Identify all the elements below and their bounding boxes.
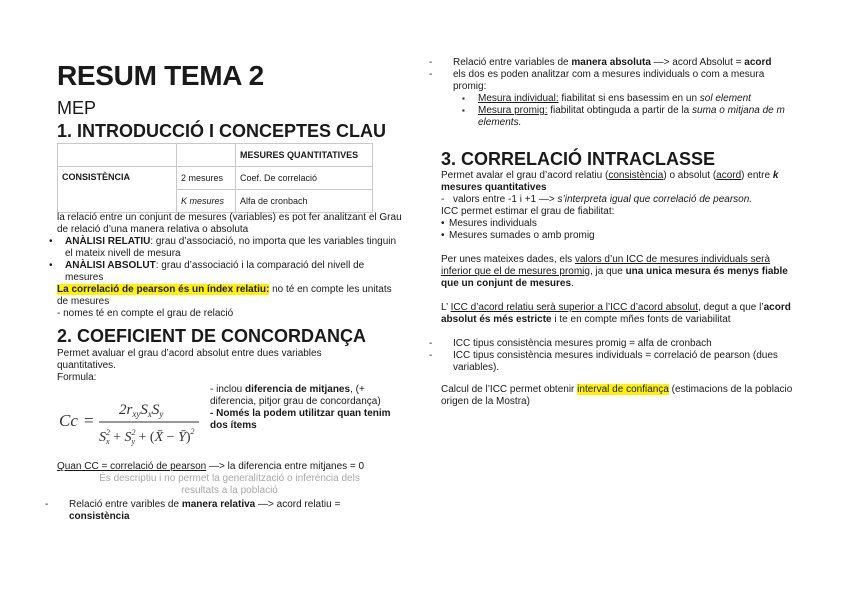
list-item: • Mesures sumades o amb promig <box>441 230 793 242</box>
icc-paragraph: Per unes mateixes dades, els valors d’un ICC de mesures individuals serà inferior que el de mesures promig, ja que una unica mesura és menys fiable que un conjunt de mesures. <box>441 254 788 289</box>
table-cell: K mesures <box>177 190 236 213</box>
section-heading-1: 1. INTRODUCCIÓ I CONCEPTES CLAU <box>57 121 387 141</box>
icc-paragraph: Calcul de l’ICC permet obtenir interval de confiança (estimacions de la poblacio origen de la Mostra) <box>441 384 793 407</box>
icc-block: Permet avalar el grau d’acord relatiu (consistència) o absolut (acord) entre k mesures quantitatives - valors entre -1 i +1 —> s’interpreta igual que correlació de pearson. ICC permet estimar el grau de fiabilitat: • Mesures individuals • Mesures sumades o amb promig Per unes mateixes dades, els valors d’un ICC de mesures individuals serà inferior que el de mesures promig, ja que una unica mesura és menys fiable que un conjunt de mesures. L’ ICC d’acord relatiu serà superior a l’ICC d’acord absolut, degut a que l’acord absolut és més estricte i te en compte mñes fonts de variabilitat - ICC tipus consistència mesures promig = alfa de cronbach - ICC tipus consistència mesures individuals = correlació de pearson (dues variables). Calcul de l’ICC permet obtenir interval de confiança (estimacions de la poblacio origen de la Mostra) <box>441 170 793 408</box>
list-item: • ANÀLISI ABSOLUT: grau d’associació i la comparació del nivell de mesures <box>57 260 403 284</box>
list-item: ▪ Mesura individual: fiabilitat si ens basessim en un sol element <box>441 93 793 105</box>
table-row <box>58 144 373 167</box>
list-item: - els dos es poden analitzar com a mesures individuals o com a mesura promig: <box>441 69 793 93</box>
table-cell: Coef. De correlació <box>236 167 373 190</box>
concordance-formula <box>57 394 203 450</box>
svg-text:=: = <box>84 411 94 430</box>
list-item: - ICC tipus consistència mesures individuals = correlació de pearson (dues variables). <box>441 350 793 374</box>
table-row <box>58 167 373 190</box>
list-item: - Relació entre varibles de manera relativa —> acord relatiu = consistència <box>57 499 402 523</box>
concordance-notes: Quan CC = correlació de pearson —> la diferencia entre mitjanes = 0 És descriptiu i no permet la generalització o inferència dels resultats a la població - Relació entre varibles de manera relativa —> acord relatiu = consistència <box>57 461 402 523</box>
table-header: MESURES QUANTITATIVES <box>236 144 373 167</box>
svg-text:S2x + S2y + (X̄ − Ȳ)2: $S^2$ $x + S^2$ y + (X̄ − Ȳ)$^2$ <box>99 427 195 446</box>
dash-note: - nomes té en compte el grau de relació <box>57 308 234 319</box>
icc-paragraph: L’ ICC d’acord relatiu serà superior a l’ICC d’acord absolut, degut a que l’acord absolut és més estricte i te en compte mñes fonts de variabilitat <box>441 302 791 325</box>
right-top-block <box>441 57 793 129</box>
section-heading-3: 3. CORRELACIÓ INTRACLASSE <box>441 149 716 169</box>
list-item: • Mesures individuals <box>441 218 793 230</box>
formula-notes: - inclou diferencia de mitjanes, (+ diferencia, pitjor grau de concordança) - Només la podem utilitzar quan tenim dos ítems <box>210 384 391 431</box>
concordance-intro: Permet avaluar el grau d’acord absolut entre dues variables quantitatives. Formula: <box>57 348 322 383</box>
list-item: • ANÀLISI RELATIU: grau d’associació, no importa que les variables tinguin el mateix nivell de mesura <box>57 236 403 260</box>
page-title: RESUM TEMA 2 <box>57 60 264 91</box>
table-row-label: CONSISTÈNCIA <box>58 167 177 213</box>
measures-table <box>57 143 373 213</box>
section-heading-2: 2. COEFICIENT DE CONCORDANÇA <box>57 326 367 346</box>
page-subtitle: MEP <box>57 98 97 118</box>
table-cell: Alfa de cronbach <box>236 190 373 213</box>
list-item: ▪ Mesura promig: fiabilitat obtinguda a partir de la suma o mitjana de m elements. <box>441 105 793 129</box>
list-item: - Relació entre variables de manera absoluta —> acord Absolut = acord <box>441 57 793 69</box>
highlight-paragraph: La correlació de pearson és un índex relatiu: no té en compte les unitats de mesures <box>57 284 392 307</box>
intro-block <box>57 212 403 320</box>
svg-text:2rxySxSy: $2r_{xy}S_xS_y$ <box>119 402 164 419</box>
svg-text:Cc: Cc <box>59 411 78 430</box>
list-item: - ICC tipus consistència mesures promig = alfa de cronbach <box>441 338 793 350</box>
intro-paragraph: la relació entre un conjunt de mesures (variables) es pot fer analitzant el Grau de relació d’una manera relativa o absoluta <box>57 212 402 235</box>
table-cell: 2 mesures <box>177 167 236 190</box>
